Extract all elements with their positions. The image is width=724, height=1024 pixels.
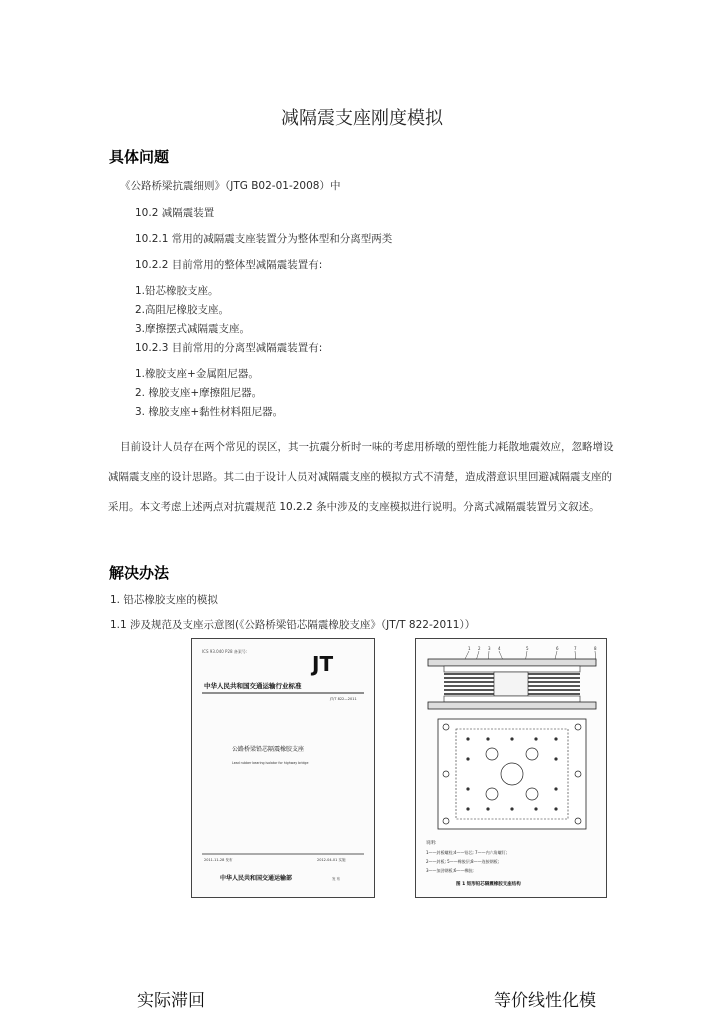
- solution-item-1: 1. 铅芯橡胶支座的模拟: [110, 594, 218, 606]
- figure-caption: 图 1 矩形铅芯隔震橡胶支座结构: [456, 882, 521, 887]
- legend-line: 1——封板螺栓;4——铅芯; 7——内六角螺钉;: [426, 850, 507, 855]
- callout-7: 7: [574, 646, 577, 651]
- line-10-2-1: 10.2.1 常用的减隔震支座装置分为整体型和分离型两类: [135, 233, 393, 245]
- callout-8: 8: [594, 646, 597, 651]
- bottom-left-label: 实际滞回: [137, 991, 205, 1011]
- body-paragraph: 目前设计人员存在两个常见的误区，其一抗震分析时一味的考虑用桥墩的塑性能力耗散地震效应，忽略增设减隔震支座的设计思路。其二由于设计人员对减隔震支座的模拟方式不清楚，造成潜意识里回避减隔震支座的采用。本文考虑上述两点对抗震规范 10.2.2 条中涉及的支座模拟进行说明。分离式减隔震装置另文叙述。: [108, 441, 614, 513]
- line-10-2-3: 10.2.3 目前常用的分离型减隔震装置有:: [135, 342, 323, 354]
- legend-heading: 说明:: [426, 841, 437, 846]
- line-10-2: 10.2 减隔震装置: [135, 207, 215, 219]
- list-item: 1.铅芯橡胶支座。: [135, 285, 219, 297]
- list-item: 3.摩擦摆式减隔震支座。: [135, 323, 251, 335]
- section-heading-solution: 解决办法: [109, 564, 170, 582]
- bearing-drawing-image: [416, 639, 606, 897]
- callout-3: 3: [488, 646, 491, 651]
- list-item: 3. 橡胶支座+黏性材料阻尼器。: [135, 406, 284, 418]
- cover-small-code: ICS 93.040 P28 备案号:: [202, 649, 248, 654]
- list-item: 2. 橡胶支座+摩擦阻尼器。: [135, 387, 263, 399]
- bearing-drawing-figure: [415, 638, 607, 898]
- cover-ministry: 中华人民共和国交通运输部: [220, 875, 293, 882]
- cover-org: 中华人民共和国交通运输行业标准: [204, 682, 302, 690]
- cover-impl-date: 2012-04-01 实施: [317, 858, 346, 862]
- callout-1: 1: [468, 646, 471, 651]
- callout-5: 5: [526, 646, 529, 651]
- callout-4: 4: [498, 646, 501, 651]
- standard-cover-figure: [191, 638, 375, 898]
- cover-ministry-suffix: 发 布: [332, 877, 341, 881]
- jt-logo: JT: [312, 652, 334, 676]
- cover-issue-date: 2011-11-28 发布: [204, 858, 233, 862]
- cover-en-title: Lead rubber bearing isolator for highway bridge: [232, 761, 309, 765]
- callout-6: 6: [556, 646, 559, 651]
- callout-2: 2: [478, 646, 481, 651]
- cover-cn-title: 公路桥梁铅芯隔震橡胶支座: [232, 746, 305, 753]
- legend-line: 2——封板; 5——橡胶层;8——连接钢板;: [426, 859, 499, 864]
- list-item: 2.高阻尼橡胶支座。: [135, 304, 230, 316]
- standard-cover-image: [192, 639, 374, 897]
- legend-line: 3——加劲钢板;6——橡胶;: [426, 868, 474, 873]
- bottom-right-label: 等价线性化模: [494, 991, 596, 1011]
- solution-item-1-1: 1.1 涉及规范及支座示意图(《公路桥梁铅芯隔震橡胶支座》（JT/T 822-2011））: [110, 619, 476, 631]
- section-heading-problem: 具体问题: [109, 148, 170, 166]
- list-item: 1.橡胶支座+金属阻尼器。: [135, 368, 259, 380]
- page-title: 减隔震支座刚度模拟: [281, 108, 443, 129]
- cover-code: JT/T 822—2011: [330, 697, 357, 701]
- line-spec-reference: 《公路桥梁抗震细则》（JTG B02-01-2008）中: [120, 180, 341, 192]
- line-10-2-2: 10.2.2 目前常用的整体型减隔震装置有:: [135, 259, 323, 271]
